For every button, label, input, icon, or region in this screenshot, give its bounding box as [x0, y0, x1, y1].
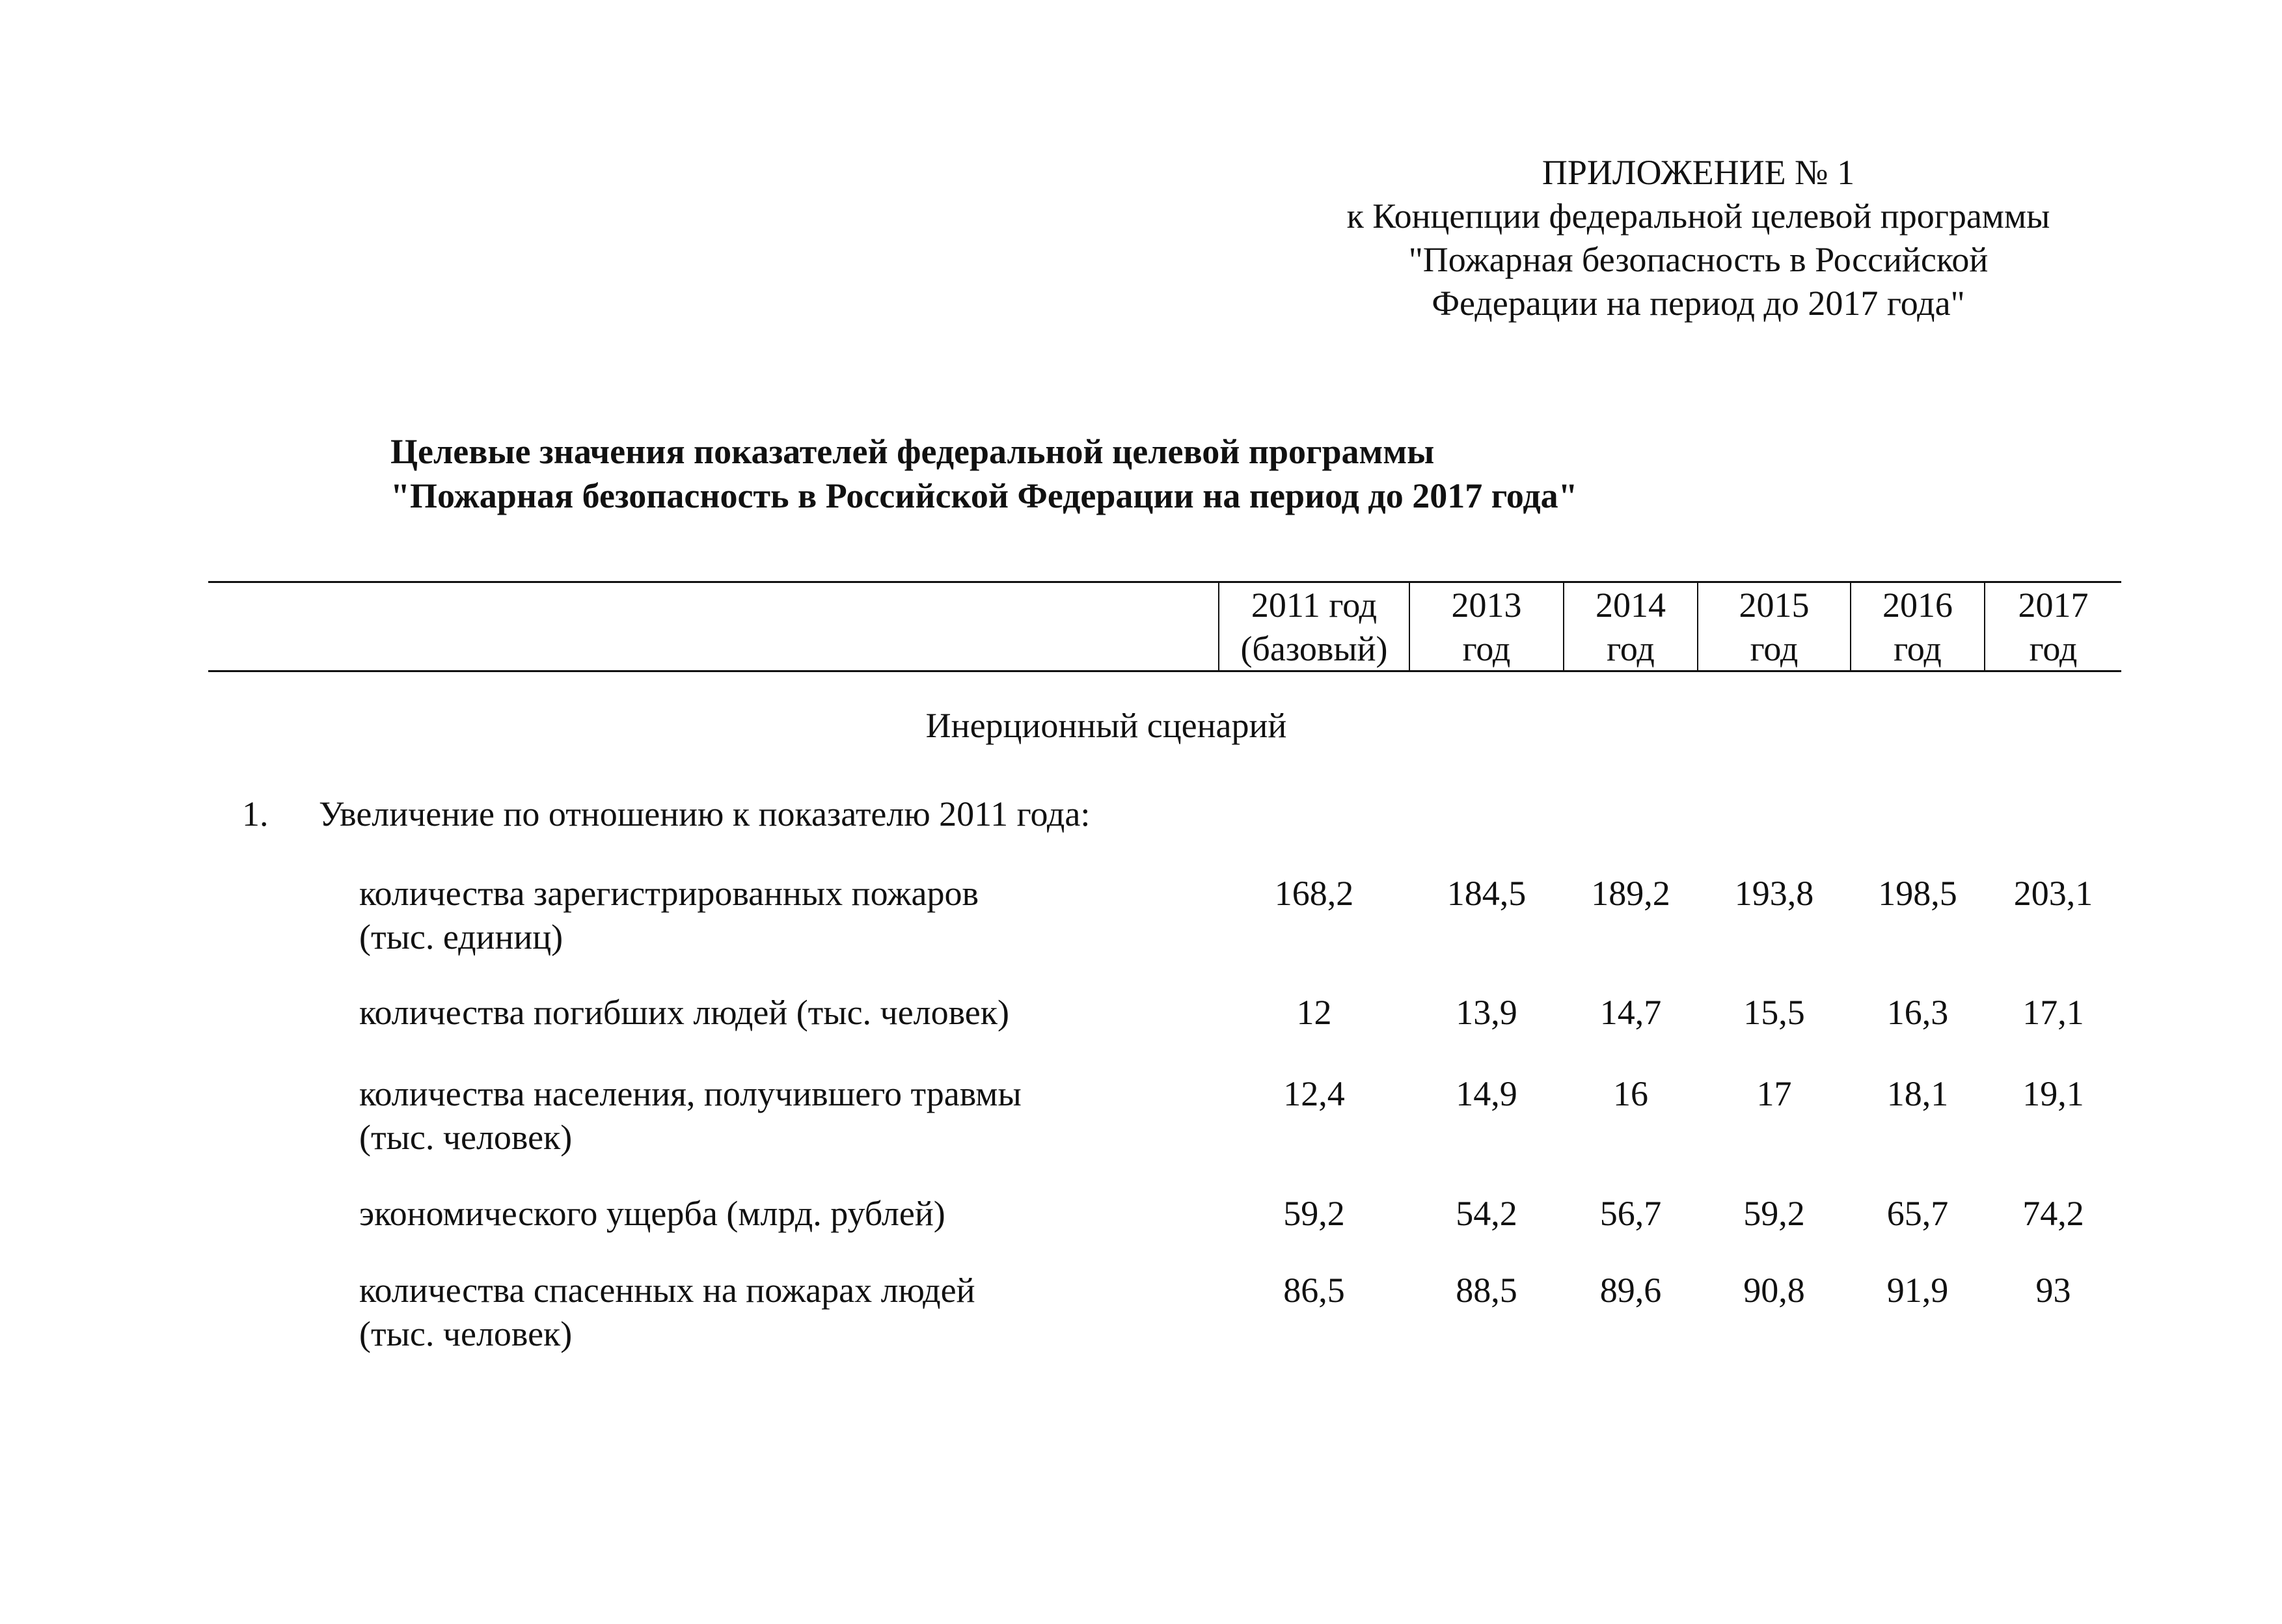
table-cell: 59,2 — [1743, 1194, 1805, 1233]
column-header-2013: 2013 год — [1451, 586, 1522, 668]
table-cell: 14,7 — [1599, 993, 1662, 1032]
table-cell: 193,8 — [1734, 874, 1814, 913]
table-cell: 93 — [2035, 1271, 2071, 1310]
table-cell: 15,5 — [1743, 993, 1805, 1032]
column-header-2017: 2017 год — [2018, 586, 2089, 668]
row-label-fires: количества зарегистрированных пожаров (тыс. единиц) — [359, 874, 979, 956]
table-cell: 86,5 — [1283, 1271, 1345, 1310]
table-cell: 65,7 — [1886, 1194, 1949, 1233]
table-cell: 16 — [1613, 1074, 1648, 1113]
appendix-line: "Пожарная безопасность в Российской — [1408, 240, 1989, 279]
table-cell: 90,8 — [1743, 1271, 1805, 1310]
table-cell: 189,2 — [1591, 874, 1670, 913]
table-cell: 14,9 — [1456, 1074, 1517, 1113]
appendix-line: Федерации на период до 2017 года" — [1432, 284, 1965, 323]
table-cell: 168,2 — [1274, 874, 1354, 913]
title-line: Целевые значения показателей федеральной целевой программы — [390, 432, 1435, 471]
appendix-line: к Концепции федеральной целевой программы — [1346, 196, 2050, 236]
scenario-heading: Инерционный сценарий — [925, 706, 1287, 745]
column-header-2015: 2015 год — [1739, 586, 1810, 668]
table-cell: 184,5 — [1447, 874, 1527, 913]
title-line: "Пожарная безопасность в Российской Федерации на период до 2017 года" — [390, 476, 1578, 515]
table-cell: 12 — [1296, 993, 1332, 1032]
row-label-rescued: количества спасенных на пожарах людей (тыс. человек) — [359, 1271, 975, 1353]
table-cell: 88,5 — [1456, 1271, 1517, 1310]
table-cell: 17 — [1756, 1074, 1792, 1113]
table-cell: 203,1 — [2013, 874, 2093, 913]
column-header-2014: 2014 год — [1596, 586, 1666, 668]
table-cell: 54,2 — [1456, 1194, 1517, 1233]
table-cell: 12,4 — [1283, 1074, 1345, 1113]
table-cell: 198,5 — [1878, 874, 1957, 913]
row-label-injuries: количества населения, получившего травмы (тыс. человек) — [359, 1074, 1022, 1157]
appendix-line: ПРИЛОЖЕНИЕ № 1 — [1542, 153, 1855, 192]
item-number: 1. — [242, 794, 269, 833]
table-cell: 19,1 — [2022, 1074, 2084, 1113]
item-text: Увеличение по отношению к показателю 2011 года: — [319, 794, 1091, 833]
table-cell: 18,1 — [1886, 1074, 1949, 1113]
row-label-damage: экономического ущерба (млрд. рублей) — [359, 1194, 945, 1233]
column-header-2011: 2011 год (базовый) — [1240, 586, 1388, 668]
column-header-2016: 2016 год — [1882, 586, 1953, 668]
row-label-deaths: количества погибших людей (тыс. человек) — [359, 993, 1009, 1032]
table-cell: 16,3 — [1886, 993, 1949, 1032]
document-title — [390, 429, 1578, 518]
table-cell: 17,1 — [2022, 993, 2084, 1032]
table-cell: 91,9 — [1886, 1271, 1949, 1310]
table-cell: 56,7 — [1599, 1194, 1662, 1233]
table-cell: 74,2 — [2022, 1194, 2084, 1233]
table-cell: 59,2 — [1283, 1194, 1345, 1233]
table-cell: 89,6 — [1599, 1271, 1662, 1310]
table-cell: 13,9 — [1456, 993, 1517, 1032]
appendix-header — [1223, 151, 2173, 325]
